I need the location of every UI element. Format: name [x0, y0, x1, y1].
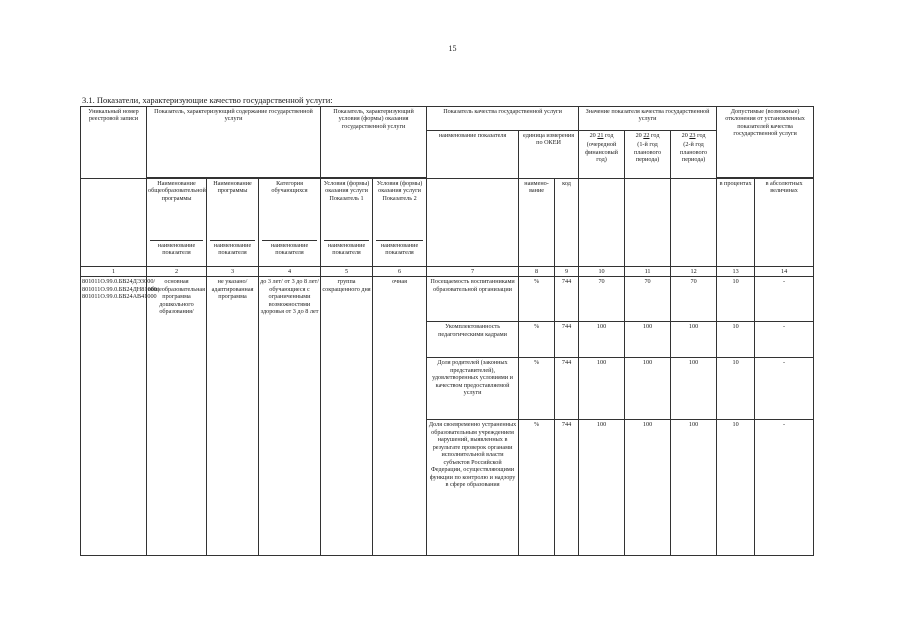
section-title: 3.1. Показатели, характеризующие качество государственной услуги: [82, 95, 333, 105]
program-cell: основная общеобразовательная программа дошкольного образования/ [147, 277, 207, 556]
value-y2: 100 [625, 322, 671, 358]
deviation-abs: - [755, 420, 814, 556]
code: 744 [555, 420, 579, 556]
col-num: 2 [147, 267, 207, 277]
unit-header: единица измерения по ОКЕИ [519, 131, 579, 179]
col-num: 11 [625, 267, 671, 277]
registry-cell: 801011О.99.0.БВ24ДЭ3000/ 801011О.99.0.БВ24ДН81000/ 801011О.99.0.БВ24АВ41000 [81, 277, 147, 556]
unit: % [519, 358, 555, 420]
col-num: 4 [259, 267, 321, 277]
col-num: 5 [321, 267, 373, 277]
indicator-name-header: наименование показателя [427, 131, 519, 179]
deviation-pct: 10 [717, 420, 755, 556]
column-numbers-row [81, 267, 814, 277]
code: 744 [555, 322, 579, 358]
col-num: 12 [671, 267, 717, 277]
value-y1: 100 [579, 322, 625, 358]
year1-header: 20 21 год (очередной финансовый год) [579, 131, 625, 179]
indicator-name: Доля родителей (законных представителей), удовлетворенных условиями и качеством предоставляемой услуги [427, 358, 519, 420]
unit: % [519, 277, 555, 322]
col-program-header: Наименование общеобразовательной программы наименование показателя [147, 179, 207, 267]
col-num: 8 [519, 267, 555, 277]
deviation-abs: - [755, 277, 814, 322]
unit: % [519, 322, 555, 358]
indicator-name: Доля своевременно устраненных образовательным учреждением нарушений, выявленных в результате проверок органами исполнительной власти субъектов Российской Федерации, осуществляющими функции по контролю и надзору в сфере образования [427, 420, 519, 556]
deviation-group-header: Допустимые (возможные) отклонения от установленных показателей качества государственной услуги [717, 107, 814, 178]
quality-indicators-table [80, 106, 814, 556]
col-program-name-header: Наименование программы наименование показателя [207, 179, 259, 267]
deviation-abs: - [755, 358, 814, 420]
col-num: 1 [81, 267, 147, 277]
dev-pct-header: в процентах [717, 179, 755, 267]
condition2-cell: очная [373, 277, 427, 556]
deviation-pct: 10 [717, 277, 755, 322]
content-group-header: Показатель, характеризующий содержание государственной услуги [147, 107, 321, 178]
value-y1: 70 [579, 277, 625, 322]
col-condition1-header: Условия (формы) оказания услуги Показатель 1 наименование показателя [321, 179, 373, 267]
code: 744 [555, 277, 579, 322]
year3-cont [671, 179, 717, 267]
value-y3: 70 [671, 277, 717, 322]
code: 744 [555, 358, 579, 420]
year3-header: 20 23 год (2-й год планового периода) [671, 131, 717, 179]
unit-name-header: наимено-вание [519, 179, 555, 267]
program-name-cell: не указано/ адаптированная программа [207, 277, 259, 556]
value-y3: 100 [671, 322, 717, 358]
value-y2: 100 [625, 358, 671, 420]
value-y3: 100 [671, 358, 717, 420]
value-y1: 100 [579, 420, 625, 556]
col-condition2-header: Условия (формы) оказания услуги Показатель 2 наименование показателя [373, 179, 427, 267]
col-num: 10 [579, 267, 625, 277]
col-num: 3 [207, 267, 259, 277]
conditions-group-header: Показатель, характеризующий условия (формы) оказания государственной услуги [321, 107, 427, 178]
value-y2: 70 [625, 277, 671, 322]
col-num: 9 [555, 267, 579, 277]
registry-header: Уникальный номер реестровой записи [81, 107, 147, 179]
year2-cont [625, 179, 671, 267]
indicator-name-cont [427, 179, 519, 267]
registry-header-cont [81, 179, 147, 267]
unit: % [519, 420, 555, 556]
indicator-name: Посещаемость воспитанниками образовательной организации [427, 277, 519, 322]
value-y2: 100 [625, 420, 671, 556]
dev-abs-header: в абсолютных величинах [755, 179, 814, 267]
indicator-name: Укомплектованность педагогическими кадрами [427, 322, 519, 358]
col-num: 14 [755, 267, 814, 277]
category-cell: до 3 лет/ от 3 до 8 лет/ обучающиеся с ограниченными возможностями здоровья от 3 до 8 лет [259, 277, 321, 556]
condition1-cell: группа сокращенного дня [321, 277, 373, 556]
page-number: 15 [448, 44, 457, 53]
value-y1: 100 [579, 358, 625, 420]
deviation-pct: 10 [717, 322, 755, 358]
quality-group-header: Показатель качества государственной услуги [427, 107, 579, 131]
col-num: 13 [717, 267, 755, 277]
col-num: 7 [427, 267, 519, 277]
values-group-header: Значение показателя качества государственной услуги [579, 107, 717, 131]
year2-header: 20 22 год (1-й год планового периода) [625, 131, 671, 179]
col-num: 6 [373, 267, 427, 277]
table-row [81, 277, 814, 322]
deviation-pct: 10 [717, 358, 755, 420]
unit-code-header: код [555, 179, 579, 267]
year1-cont [579, 179, 625, 267]
deviation-abs: - [755, 322, 814, 358]
value-y3: 100 [671, 420, 717, 556]
col-category-header: Категория обучающихся наименование показателя [259, 179, 321, 267]
